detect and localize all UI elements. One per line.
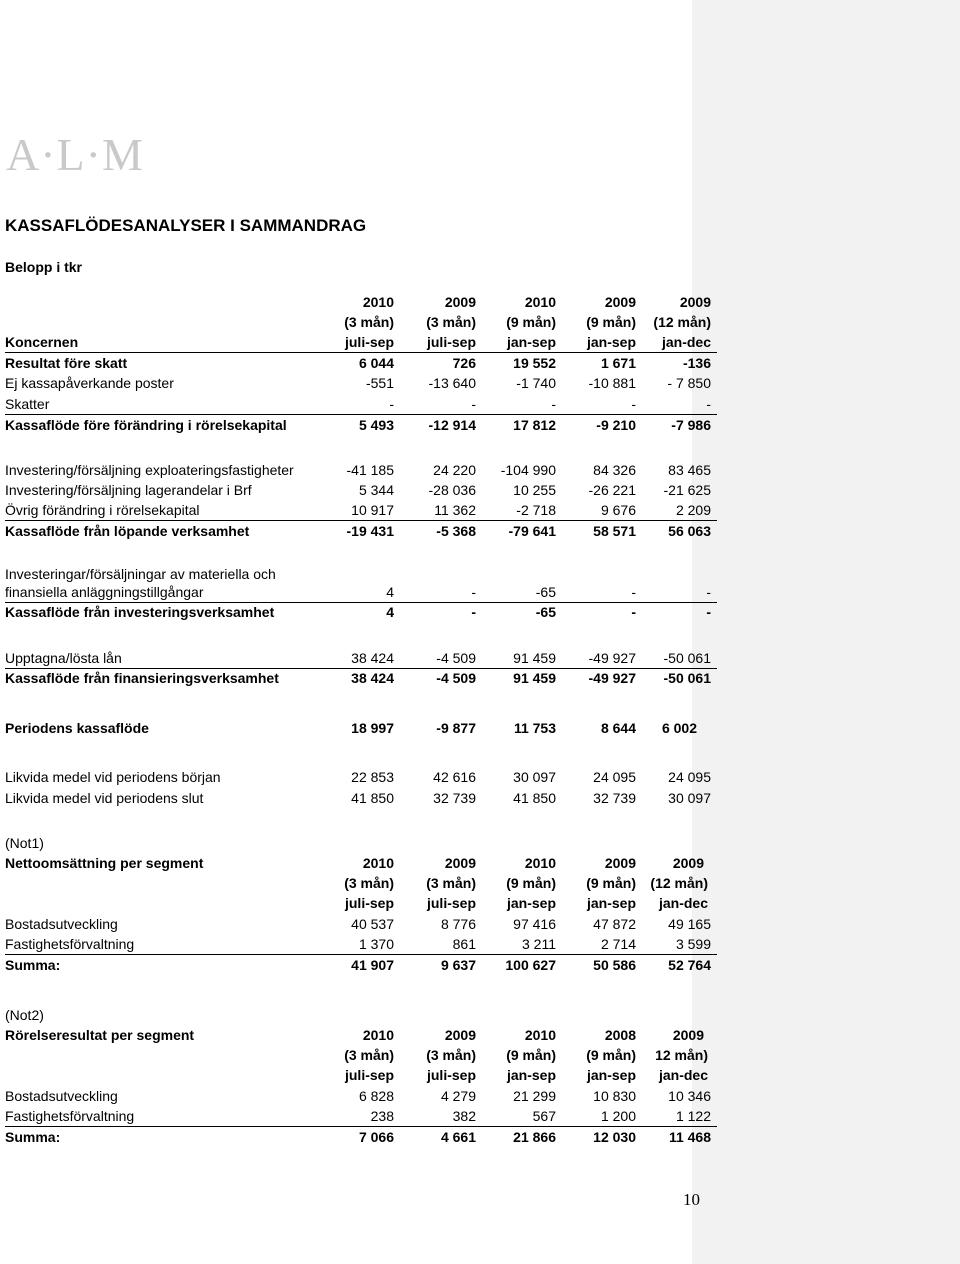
- cell-value: 21 866: [513, 1129, 556, 1145]
- cell-value: 42 616: [433, 769, 476, 785]
- cell-value: -50 061: [663, 650, 711, 666]
- note-label-row: [5, 833, 717, 853]
- header-duration: (9 mån): [586, 1047, 636, 1063]
- cell-value: 49 165: [668, 916, 711, 932]
- header-duration: (3 mån): [344, 875, 394, 891]
- cell-value: -104 990: [500, 462, 556, 478]
- cell-value: 382: [452, 1108, 476, 1124]
- row-label: Likvida medel vid periodens början: [5, 769, 221, 785]
- right-margin-panel: [692, 0, 960, 1264]
- cell-value: 11 753: [513, 720, 556, 736]
- cell-value: - 7 850: [667, 375, 711, 391]
- cell-value: -21 625: [663, 482, 711, 498]
- cell-value: 17 812: [513, 417, 556, 433]
- cell-value: 12 030: [593, 1129, 636, 1145]
- header-year: 2008: [604, 1027, 636, 1043]
- header-period: juli-sep: [426, 1067, 476, 1083]
- note-label: (Not2): [5, 1007, 44, 1023]
- table-row: [5, 480, 717, 500]
- cell-value: 56 063: [668, 523, 711, 539]
- cell-value: 32 739: [593, 790, 636, 806]
- cell-value: 50 586: [593, 957, 636, 973]
- row-label: Kassaflöde från finansieringsverksamhet: [5, 670, 279, 686]
- row-label: Ej kassapåverkande poster: [5, 375, 174, 391]
- row-label: Summa:: [5, 1129, 61, 1145]
- cell-value: 30 097: [513, 769, 556, 785]
- header-year: 2009: [444, 294, 476, 310]
- note-label: (Not1): [5, 835, 44, 851]
- note-header-row: [5, 853, 717, 873]
- cell-value: 19 552: [513, 355, 556, 371]
- table-row: [5, 1106, 717, 1127]
- note-header-row: [5, 1025, 717, 1045]
- cell-value: 4 661: [440, 1129, 476, 1145]
- cell-value: -551: [365, 375, 394, 391]
- note-duration-row: [5, 873, 717, 893]
- cell-value: -7 986: [671, 417, 711, 433]
- header-year: 2010: [524, 1027, 556, 1043]
- cell-value: 238: [370, 1108, 394, 1124]
- cell-value: 1 200: [600, 1108, 636, 1124]
- table-row: [5, 602, 717, 622]
- cell-value: -: [551, 396, 556, 412]
- header-duration: (3 mån): [344, 314, 394, 330]
- table-row: [5, 1086, 717, 1106]
- cell-value: -65: [535, 604, 556, 620]
- cell-value: 726: [452, 355, 476, 371]
- cell-value: 24 220: [433, 462, 476, 478]
- cell-value: -49 927: [588, 670, 636, 686]
- note-heading: Nettoomsättning per segment: [5, 855, 204, 871]
- cell-value: 6 002: [661, 720, 697, 736]
- table-row: [5, 934, 717, 955]
- cell-value: 38 424: [351, 670, 394, 686]
- header-year: 2009: [444, 855, 476, 871]
- row-label: Summa:: [5, 957, 61, 973]
- header-period: jan-sep: [586, 334, 636, 350]
- cell-value: 22 853: [351, 769, 394, 785]
- cell-value: 10 346: [668, 1088, 711, 1104]
- cell-value: 7 066: [358, 1129, 394, 1145]
- row-label: Kassaflöde från löpande verksamhet: [5, 523, 250, 539]
- header-year: 2010: [362, 855, 394, 871]
- row-label: Investering/försäljning lagerandelar i Brf: [5, 482, 252, 498]
- cell-value: -: [631, 584, 636, 600]
- cell-value: 3 599: [675, 936, 711, 952]
- cell-value: 41 850: [513, 790, 556, 806]
- header-period: juli-sep: [344, 895, 394, 911]
- header-period-row: [5, 332, 717, 353]
- cell-value: -: [706, 396, 711, 412]
- cell-value: 8 644: [600, 720, 636, 736]
- cell-value: -: [631, 396, 636, 412]
- cell-value: 100 627: [505, 957, 556, 973]
- table-row: [5, 648, 717, 669]
- cell-value: -: [631, 604, 636, 620]
- row-label: Fastighetsförvaltning: [5, 1108, 135, 1124]
- header-duration: 12 mån): [655, 1047, 708, 1063]
- table-row: [5, 460, 717, 480]
- cell-value: 1 122: [675, 1108, 711, 1124]
- row-label: Kassaflöde före förändring i rörelsekapital: [5, 417, 287, 433]
- cell-value: 6 044: [358, 355, 394, 371]
- table-row: [5, 415, 717, 435]
- header-period: jan-sep: [506, 1067, 556, 1083]
- cell-value: 47 872: [593, 916, 636, 932]
- cell-value: 4: [386, 584, 394, 600]
- table-row: [5, 353, 717, 373]
- row-label: Periodens kassaflöde: [5, 720, 149, 736]
- header-period: jan-sep: [506, 895, 556, 911]
- cell-value: -: [706, 604, 711, 620]
- cell-value: 97 416: [513, 916, 556, 932]
- cell-value: -26 221: [588, 482, 636, 498]
- table-row: [5, 521, 717, 541]
- row-label: Investeringar/försäljningar av materiella och: [5, 566, 276, 582]
- cell-value: -5 368: [436, 523, 476, 539]
- cell-value: -50 061: [663, 670, 711, 686]
- table-row: [5, 788, 717, 808]
- cell-value: -9 877: [436, 720, 476, 736]
- cell-value: -4 509: [436, 650, 476, 666]
- table-row: [5, 914, 717, 934]
- cell-value: 40 537: [351, 916, 394, 932]
- header-year: 2009: [672, 1027, 704, 1043]
- cell-value: 567: [532, 1108, 556, 1124]
- table-row: [5, 394, 717, 415]
- header-year: 2010: [362, 1027, 394, 1043]
- note-period-row: [5, 893, 717, 913]
- cell-value: 24 095: [593, 769, 636, 785]
- header-period: jan-dec: [661, 334, 711, 350]
- cell-value: -2 718: [516, 502, 556, 518]
- row-label: Investering/försäljning exploateringsfastigheter: [5, 462, 294, 478]
- cell-value: 9 676: [600, 502, 636, 518]
- header-year: 2010: [524, 294, 556, 310]
- page-title: KASSAFLÖDESANALYSER I SAMMANDRAG: [5, 216, 367, 235]
- cell-value: -19 431: [346, 523, 394, 539]
- cell-value: 4: [386, 604, 394, 620]
- header-year: 2010: [362, 294, 394, 310]
- cell-value: 10 917: [351, 502, 394, 518]
- cell-value: 30 097: [668, 790, 711, 806]
- cell-value: 32 739: [433, 790, 476, 806]
- cell-value: 18 997: [351, 720, 394, 736]
- header-period: jan-sep: [586, 895, 636, 911]
- header-period: jan-sep: [506, 334, 556, 350]
- cell-value: 5 493: [358, 417, 394, 433]
- table-row: [5, 373, 717, 393]
- note-duration-row: [5, 1045, 717, 1065]
- header-year: 2009: [604, 855, 636, 871]
- cell-value: 10 830: [593, 1088, 636, 1104]
- row-label: Skatter: [5, 396, 50, 412]
- cell-value: 41 907: [351, 957, 394, 973]
- note-heading: Rörelseresultat per segment: [5, 1027, 195, 1043]
- header-period: jan-dec: [658, 895, 708, 911]
- header-period: juli-sep: [344, 1067, 394, 1083]
- table-row: [5, 668, 717, 688]
- table-row: [5, 1127, 717, 1147]
- cell-value: 8 776: [440, 916, 476, 932]
- table-row: [5, 582, 717, 603]
- header-duration: (3 mån): [426, 1047, 476, 1063]
- cell-value: -28 036: [428, 482, 476, 498]
- cell-value: 21 299: [513, 1088, 556, 1104]
- cell-value: 5 344: [358, 482, 394, 498]
- cell-value: 2 209: [675, 502, 711, 518]
- cell-value: -1 740: [516, 375, 556, 391]
- cell-value: -: [471, 584, 476, 600]
- cell-value: 6 828: [358, 1088, 394, 1104]
- cell-value: 11 362: [434, 502, 476, 518]
- cell-value: 1 370: [358, 936, 394, 952]
- cell-value: 58 571: [593, 523, 636, 539]
- header-years-row: [5, 292, 717, 312]
- cell-value: 2 714: [600, 936, 636, 952]
- cell-value: 91 459: [513, 670, 556, 686]
- cell-value: 4 279: [440, 1088, 476, 1104]
- cell-value: 52 764: [668, 957, 711, 973]
- cell-value: 3 211: [522, 936, 556, 952]
- cell-value: 9 637: [440, 957, 476, 973]
- header-duration: (3 mån): [426, 875, 476, 891]
- note-period-row: [5, 1065, 717, 1085]
- row-label: Resultat före skatt: [5, 355, 128, 371]
- table-row: [5, 718, 717, 738]
- cell-value: 861: [452, 936, 476, 952]
- table-row: [5, 500, 717, 521]
- header-duration: (3 mån): [426, 314, 476, 330]
- header-period: jan-sep: [586, 1067, 636, 1083]
- header-duration: (12 mån): [653, 314, 711, 330]
- header-duration: (9 mån): [586, 875, 636, 891]
- header-duration: (12 mån): [650, 875, 708, 891]
- cell-value: -10 881: [588, 375, 636, 391]
- amount-unit-label: Belopp i tkr: [5, 259, 83, 275]
- header-period: juli-sep: [344, 334, 394, 350]
- header-duration: (9 mån): [586, 314, 636, 330]
- row-label: Övrig förändring i rörelsekapital: [5, 502, 200, 518]
- row-label: Bostadsutveckling: [5, 1088, 118, 1104]
- cell-value: -41 185: [346, 462, 394, 478]
- header-year: 2009: [444, 1027, 476, 1043]
- row-label: Likvida medel vid periodens slut: [5, 790, 204, 806]
- cell-value: -79 641: [508, 523, 556, 539]
- page-number: 10: [683, 1190, 700, 1209]
- cell-value: 1 671: [600, 355, 636, 371]
- cell-value: 84 326: [593, 462, 636, 478]
- cell-value: -12 914: [428, 417, 476, 433]
- cell-value: 24 095: [668, 769, 711, 785]
- cell-value: -136: [682, 355, 711, 371]
- cell-value: -: [389, 396, 394, 412]
- cell-value: -9 210: [596, 417, 636, 433]
- header-duration: (9 mån): [506, 875, 556, 891]
- header-year: 2009: [604, 294, 636, 310]
- table-row: [5, 955, 717, 975]
- cell-value: 91 459: [513, 650, 556, 666]
- cell-value: 41 850: [351, 790, 394, 806]
- cell-value: -: [706, 584, 711, 600]
- cell-value: -13 640: [428, 375, 476, 391]
- cell-value: 11 468: [668, 1129, 711, 1145]
- header-duration: (9 mån): [506, 1047, 556, 1063]
- header-period: jan-dec: [658, 1067, 708, 1083]
- cell-value: -4 509: [436, 670, 476, 686]
- header-duration: (3 mån): [344, 1047, 394, 1063]
- table-row: [5, 564, 717, 584]
- alm-logo: A·L·M: [6, 129, 144, 180]
- header-duration: (9 mån): [506, 314, 556, 330]
- header-year: 2009: [672, 855, 704, 871]
- cell-value: -: [471, 604, 476, 620]
- cell-value: 83 465: [668, 462, 711, 478]
- header-duration-row: [5, 312, 717, 332]
- table-row: [5, 767, 717, 787]
- cell-value: -65: [535, 584, 556, 600]
- cell-value: -49 927: [588, 650, 636, 666]
- cell-value: -: [471, 396, 476, 412]
- row-label: Upptagna/lösta lån: [5, 650, 122, 666]
- header-year: 2009: [679, 294, 711, 310]
- cell-value: 38 424: [351, 650, 394, 666]
- row-label: finansiella anläggningstillgångar: [5, 584, 204, 600]
- row-label: Bostadsutveckling: [5, 916, 118, 932]
- note-label-row: [5, 1005, 717, 1025]
- cell-value: 10 255: [513, 482, 556, 498]
- row-label: Fastighetsförvaltning: [5, 936, 135, 952]
- group-label: Koncernen: [5, 334, 79, 350]
- row-label: Kassaflöde från investeringsverksamhet: [5, 604, 275, 620]
- header-period: juli-sep: [426, 895, 476, 911]
- header-year: 2010: [524, 855, 556, 871]
- header-period: juli-sep: [426, 334, 476, 350]
